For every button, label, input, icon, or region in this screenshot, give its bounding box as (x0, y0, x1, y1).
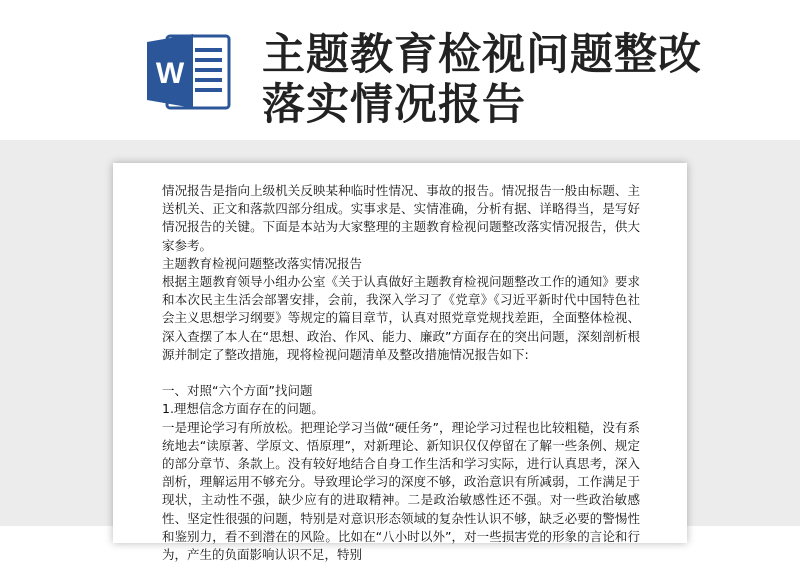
word-logo-letter: W (155, 57, 185, 90)
intro-paragraph: 情况报告是指向上级机关反映某种临时性情况、事故的报告。情况报告一般由标题、主送机关、正文和落款四部分组成。实事求是、实情准确，分析有据、详略得当，是写好情况报告的关键。下面是本站为大家整理的主题教育检视问题整改落实情况报告，供大家参考。 (162, 183, 640, 253)
document-page (113, 163, 687, 563)
page-header (0, 0, 800, 140)
document-heading: 主题教育检视问题整改落实情况报告 (162, 255, 363, 271)
word-document-icon (145, 30, 235, 112)
body-paragraph: 一是理论学习有所放松。把理论学习当做“硬任务”，理论学习过程也比较粗糙，没有系统地去“读原著、学原文、悟原理”，对新理论、新知识仅仅停留在了解一些条例、规定的部分章节、条款上。没有较好地结合自身工作生活和学习实际，进行认真思考，深入剖析，理解运用不够充分。导致理论学习的深度不够，政治意识有所减弱，工作满足于现状，主动性不强，缺少应有的进取精神。二是政治敏感性还不强。对一些政治敏感性、坚定性很强的问题，特别是对意识形态领域的复杂性认识不够，缺乏必要的警惕性和鉴别力，看不到潜在的风险。比如在“八小时以外”，对一些损害党的形象的言论和行为，产生的负面影响认识不足，特别 (162, 419, 640, 563)
blank-line (162, 364, 640, 382)
body-paragraph: 根据主题教育领导小组办公室《关于认真做好主题教育检视问题整改工作的通知》要求和本次民主生活会部署安排，会前，我深入学习了《党章》《习近平新时代中国特色社会主义思想学习纲要》等规定的篇目章节，认真对照党章党规找差距，全面整体检视、深入查摆了本人在“思想、政治、作风、能力、廉政”方面存在的突出问题，深刻剖析根源并制定了整改措施，现将检视问题清单及整改措施情况报告如下: (162, 274, 640, 362)
page-title: 主题教育检视问题整改落实情况报告 (262, 30, 702, 130)
document-body (162, 182, 640, 564)
section-heading: 一、对照“六个方面”找问题 (162, 383, 313, 399)
subsection-heading: 1.理想信念方面存在的问题。 (162, 401, 324, 417)
